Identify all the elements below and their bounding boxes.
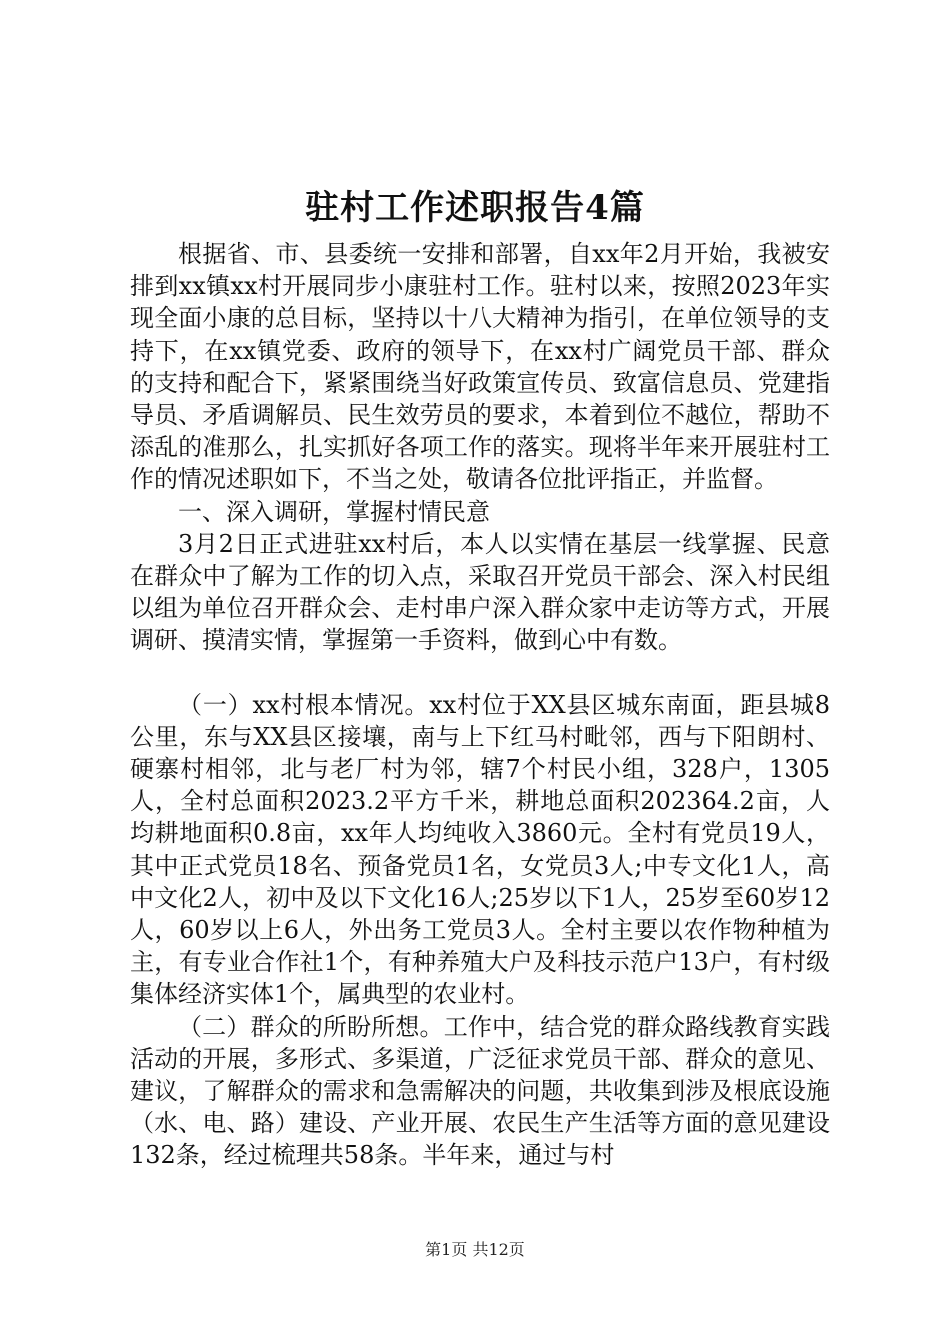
intro-paragraph: 根据省、市、县委统一安排和部署，自xx年2月开始，我被安排到xx镇xx村开展同步小康驻村工作。驻村以来，按照2023年实现全面小康的总目标，坚持以十八大精神为指引，在单位领导的支持下，在xx镇党委、政府的领导下，在xx村广阔党员干部、群众的支持和配合下，紧紧围绕当好政策宣传员、致富信息员、党建指导员、矛盾调解员、民生效劳员的要求，本着到位不越位，帮助不添乱的准那么，扎实抓好各项工作的落实。现将半年来开展驻村工作的情况述职如下，不当之处，敬请各位批评指正，并监督。 (130, 240, 830, 494)
document-title: 驻村工作述职报告4篇 (305, 188, 645, 228)
village-basic-info-paragraph: （一）xx村根本情况。xx村位于XX县区城东南面，距县城8公里，东与XX县区接壤，南与上下红马村毗邻，西与下阳朗村、硬寨村相邻，北与老厂村为邻，辖7个村民小组，328户，1305人，全村总面积2023.2平方千米，耕地总面积202364.2亩，人均耕地面积0.8亩，xx年人均纯收入3860元。全村有党员19人，其中正式党员18名、预备党员1名，女党员3人;中专文化1人，高中文化2人，初中及以下文化16人;25岁以下1人，25岁至60岁12人，60岁以上6人，外出务工党员3人。全村主要以农作物种植为主，有专业合作社1个，有种养殖大户及科技示范户13户，有村级集体经济实体1个，属典型的农业村。 (130, 690, 830, 1009)
section-heading: 一、深入调研，掌握村情民意 (178, 497, 490, 526)
page-number-footer: 第1页 共12页 (425, 1240, 525, 1259)
research-paragraph: 3月2日正式进驻xx村后，本人以实情在基层一线掌握、民意在群众中了解为工作的切入点，采取召开党员干部会、深入村民组以组为单位召开群众会、走村串户深入群众家中走访等方式，开展调研、摸清实情，掌握第一手资料，做到心中有数。 (130, 529, 830, 655)
document-body (130, 238, 830, 1172)
public-needs-paragraph: （二）群众的所盼所想。工作中，结合党的群众路线教育实践活动的开展，多形式、多渠道，广泛征求党员干部、群众的意见、建议，了解群众的需求和急需解决的问题，共收集到涉及根底设施（水、电、路）建设、产业开展、农民生产生活等方面的意见建设132条，经过梳理共58条。半年来，通过与村 (130, 1012, 830, 1170)
